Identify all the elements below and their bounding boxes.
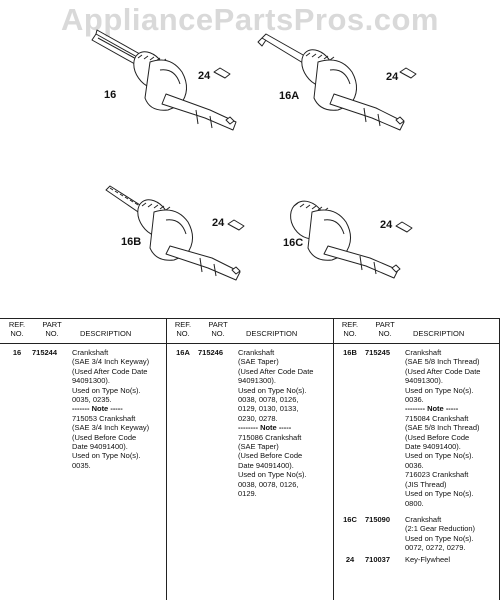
table-top-rule: [0, 318, 500, 319]
part-number: 715244: [32, 348, 58, 357]
desc-line: Used on Type No(s).: [405, 533, 474, 543]
desc-line: 0035.: [72, 460, 91, 470]
description-header: DESCRIPTION: [80, 329, 132, 338]
part-description: [72, 348, 172, 470]
part-number: 710037: [365, 555, 391, 564]
callout-24-c: 24: [212, 217, 225, 229]
callout-24-b: 24: [386, 71, 399, 83]
desc-line: 94091300).: [72, 376, 110, 386]
desc-line: Crankshaft: [72, 348, 109, 357]
note-line: -------- Note -----: [238, 423, 292, 433]
desc-line: 0036.: [405, 395, 424, 405]
desc-line: Used on Type No(s).: [72, 385, 141, 395]
callout-16b: 16B: [121, 236, 142, 248]
key-24-drawing-c: [228, 220, 244, 230]
desc-line: Used on Type No(s).: [238, 385, 307, 395]
table-header-rule: [0, 343, 500, 344]
desc-line: 0038, 0078, 0126,: [238, 479, 299, 489]
ref-number: 16C: [343, 515, 357, 524]
desc-line: 715084 Crankshaft: [405, 413, 469, 423]
desc-line: 0129, 0130, 0133,: [238, 404, 299, 414]
desc-line: (SAE Taper): [238, 442, 279, 452]
desc-line: 0800.: [405, 498, 424, 508]
part-description: [405, 555, 500, 564]
note-line: -------- Note -----: [405, 404, 459, 414]
desc-line: (Used Before Code: [72, 432, 137, 442]
part-description: [405, 515, 500, 553]
desc-line: 715086 Crankshaft: [238, 432, 302, 442]
part-header-line2: NO.: [211, 328, 225, 338]
desc-line: Date 94091400).: [405, 442, 461, 452]
desc-line: 715053 Crankshaft: [72, 413, 136, 423]
desc-line: 0038, 0078, 0126,: [238, 395, 299, 405]
ref-number: 16B: [343, 348, 357, 357]
part-header-line1: PART: [208, 320, 228, 329]
desc-line: Crankshaft: [405, 515, 442, 524]
ref-header-line1: REF.: [341, 320, 359, 329]
ref-header-line1: REF.: [8, 320, 26, 329]
desc-line: (SAE 3/4 Inch Keyway): [72, 423, 150, 433]
desc-line: Crankshaft: [238, 348, 275, 357]
desc-line: Crankshaft: [405, 348, 442, 357]
desc-line: 0230, 0278.: [238, 413, 278, 423]
desc-line: Date 94091400).: [238, 460, 294, 470]
desc-line: Used on Type No(s).: [72, 451, 141, 461]
desc-line: (Used After Code Date: [405, 366, 481, 376]
ref-header-line2: NO.: [343, 328, 357, 338]
key-24-drawing-b: [400, 68, 416, 78]
callout-16a: 16A: [279, 90, 300, 102]
desc-line: Key-Flywheel: [405, 555, 451, 564]
part-number: 715245: [365, 348, 391, 357]
part-header-line1: PART: [42, 320, 62, 329]
desc-line: Date 94091400).: [72, 442, 128, 452]
desc-line: 94091300).: [405, 376, 443, 386]
callout-16: 16: [104, 89, 117, 101]
desc-line: 0072, 0272, 0279.: [405, 543, 466, 553]
crankshaft-16-drawing: [92, 30, 236, 130]
desc-line: (Used After Code Date: [72, 366, 148, 376]
watermark: AppliancePartsPros.com: [61, 2, 439, 37]
ref-number: 24: [345, 555, 355, 564]
note-line: ------- Note -----: [72, 404, 123, 414]
desc-line: Used on Type No(s).: [405, 489, 474, 499]
key-24-drawing-d: [396, 222, 412, 232]
desc-line: 0129.: [238, 489, 257, 499]
ref-header-line2: NO.: [176, 328, 190, 338]
desc-line: (SAE Taper): [238, 357, 279, 367]
desc-line: (Used After Code Date: [238, 366, 314, 376]
part-description: [405, 348, 500, 508]
ref-number: 16A: [176, 348, 190, 357]
ref-header-line2: NO.: [10, 328, 24, 338]
crankshaft-16b-drawing: [106, 186, 240, 280]
ref-number: 16: [12, 348, 22, 357]
description-header: DESCRIPTION: [246, 329, 298, 338]
desc-line: (JIS Thread): [405, 479, 447, 489]
callout-16c: 16C: [283, 237, 304, 249]
desc-line: 94091300).: [238, 376, 276, 386]
part-number: 715090: [365, 515, 391, 524]
part-header-line2: NO.: [45, 328, 59, 338]
desc-line: (SAE 3/4 Inch Keyway): [72, 357, 150, 367]
desc-line: Used on Type No(s).: [405, 385, 474, 395]
desc-line: (SAE 5/8 Inch Thread): [405, 357, 480, 367]
crankshaft-16a-drawing: [258, 34, 404, 130]
desc-line: 0035, 0235.: [72, 395, 112, 405]
desc-line: (Used Before Code: [405, 432, 470, 442]
part-header-line1: PART: [375, 320, 395, 329]
key-24-drawing-a: [214, 68, 230, 78]
desc-line: (SAE 5/8 Inch Thread): [405, 423, 480, 433]
desc-line: 716023 Crankshaft: [405, 470, 469, 480]
part-description: [238, 348, 338, 499]
desc-line: Used on Type No(s).: [238, 470, 307, 480]
part-number: 715246: [198, 348, 224, 357]
callout-24-d: 24: [380, 219, 393, 231]
part-header-line2: NO.: [378, 328, 392, 338]
desc-line: 0036.: [405, 460, 424, 470]
desc-line: (Used Before Code: [238, 451, 303, 461]
description-header: DESCRIPTION: [413, 329, 465, 338]
callout-24-a: 24: [198, 70, 211, 82]
desc-line: Used on Type No(s).: [405, 451, 474, 461]
desc-line: (2:1 Gear Reduction): [405, 524, 476, 534]
ref-header-line1: REF.: [174, 320, 192, 329]
